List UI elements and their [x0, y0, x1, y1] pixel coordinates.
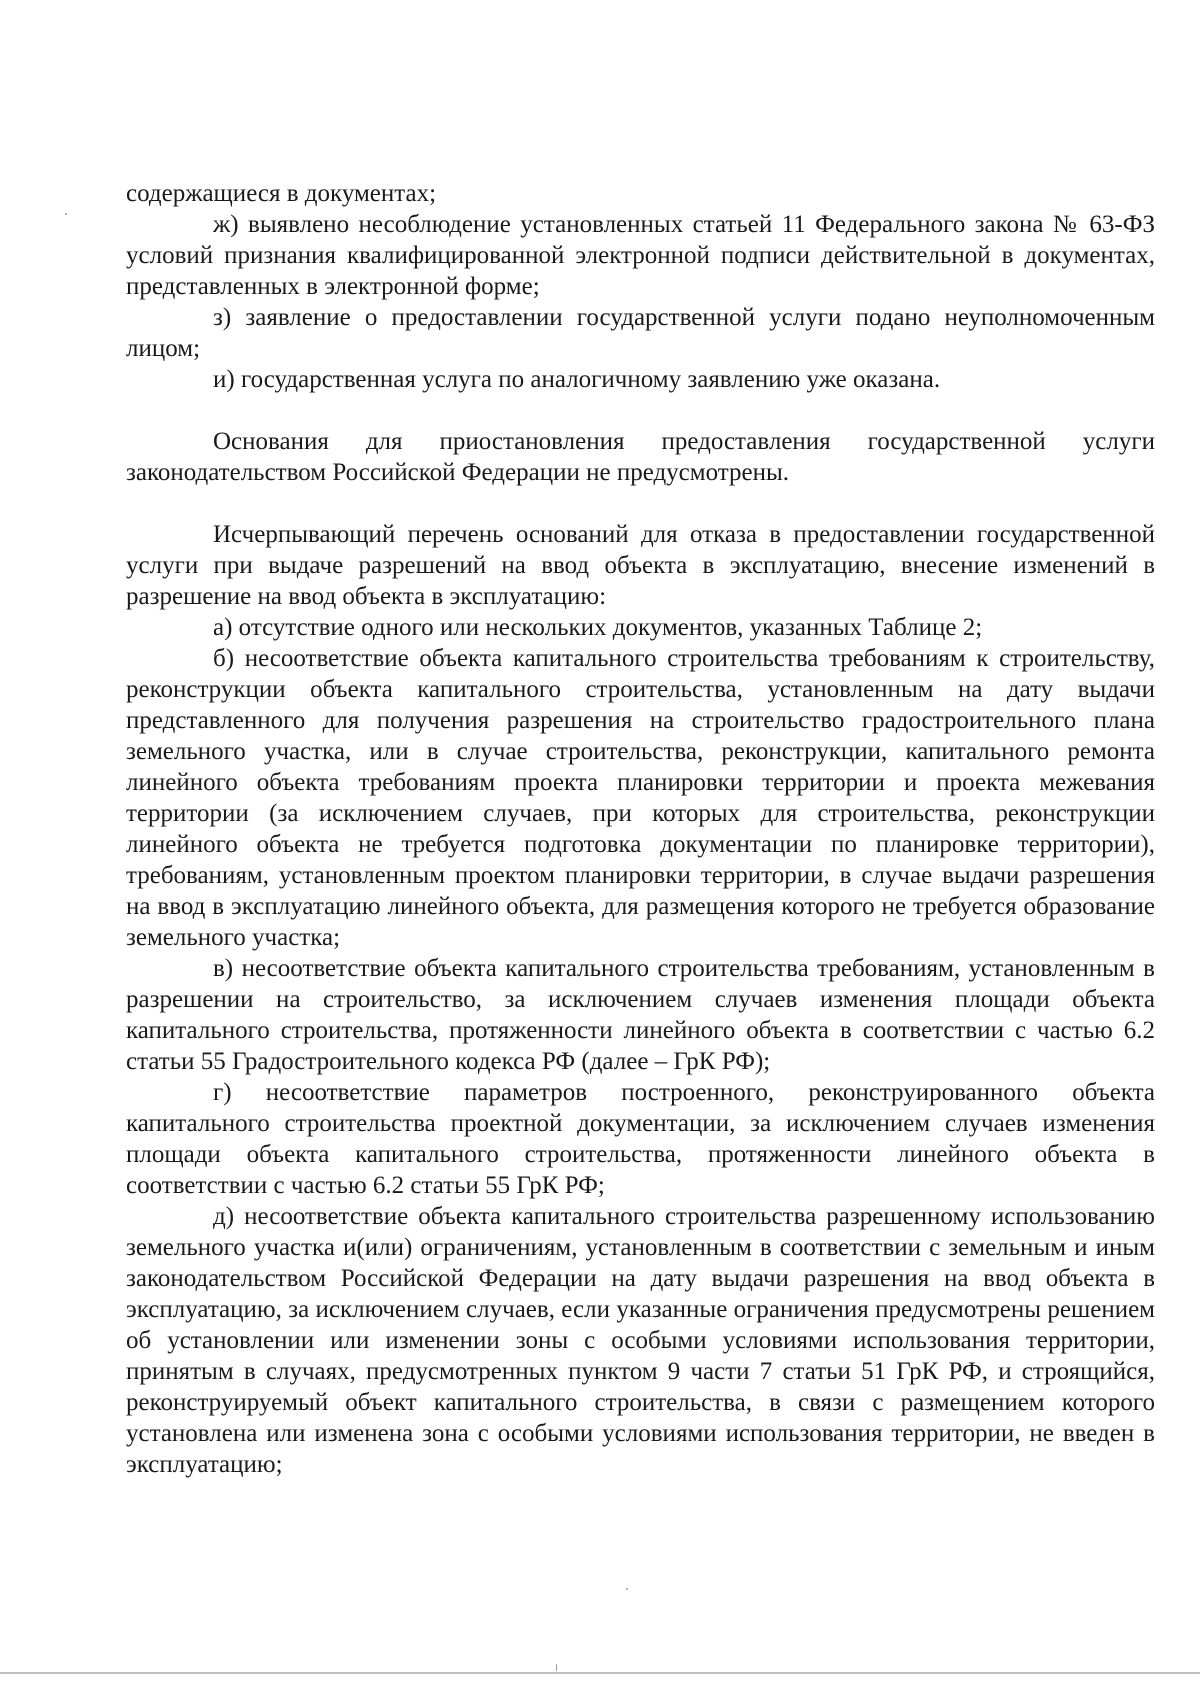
- scan-speck: [626, 1588, 628, 1590]
- scan-speck: [556, 1664, 557, 1671]
- paragraph-item-zh: ж) выявлено несоблюдение установленных статьей 11 Федерального закона № 63-ФЗ условий признания квалифицированной электронной подписи действительной в документах, представленных в электронной форме;: [126, 211, 1155, 300]
- scan-speck: [65, 213, 67, 215]
- scan-edge-line: [0, 1672, 1200, 1674]
- paragraph-item-v: в) несоответствие объекта капитального строительства требованиям, установленным в разрешении на строительство, за исключением случаев изменения площади объекта капитального строительства, протяженности линейного объекта в соответствии с частью 6.2 статьи 55 Градостроительного кодекса РФ (далее – ГрК РФ);: [126, 955, 1155, 1075]
- paragraph-item-b: б) несоответствие объекта капитального строительства требованиям к строительству, реконструкции объекта капитального строительства, установленным на дату выдачи представленного для получения разрешения на строительство градостроительного плана земельного участка, или в случае строительства, реконструкции, капитального ремонта линейного объекта требованиям проекта планировки территории и проекта межевания территории (за исключением случаев, при которых для строительства, реконструкции линейного объекта не требуется подготовка документации по планировке территории), требованиям, установленным проектом планировки территории, в случае выдачи разрешения на ввод в эксплуатацию линейного объекта, для размещения которого не требуется образование земельного участка;: [126, 645, 1155, 951]
- paragraph-item-a: а) отсутствие одного или нескольких документов, указанных Таблице 2;: [213, 614, 983, 641]
- paragraph-item-i: и) государственная услуга по аналогичному заявлению уже оказана.: [213, 366, 941, 393]
- paragraph-item-g: г) несоответствие параметров построенного, реконструированного объекта капитального строительства проектной документации, за исключением случаев изменения площади объекта капитального строительства, протяженности линейного объекта в соответствии с частью 6.2 статьи 55 ГрК РФ;: [126, 1079, 1155, 1199]
- document-body: [126, 178, 1155, 1480]
- paragraph-item-d: д) несоответствие объекта капитального строительства разрешенному использованию земельного участка и(или) ограничениям, установленным в соответствии с земельным и иным законодательством Российской Федерации на дату выдачи разрешения на ввод объекта в эксплуатацию, за исключением случаев, если указанные ограничения предусмотрены решением об установлении или изменении зоны с особыми условиями использования территории, принятым в случаях, предусмотренных пунктом 9 части 7 статьи 51 ГрК РФ, и строящийся, реконструируемый объект капитального строительства, в связи с размещением которого установлена или изменена зона с особыми условиями использования территории, не введен в эксплуатацию;: [126, 1203, 1155, 1478]
- paragraph-suspension-grounds: Основания для приостановления предоставления государственной услуги законодательством Российской Федерации не предусмотрены.: [126, 428, 1155, 486]
- paragraph-refusal-grounds-intro: Исчерпывающий перечень оснований для отказа в предоставлении государственной услуги при выдаче разрешений на ввод объекта в эксплуатацию, внесение изменений в разрешение на ввод объекта в эксплуатацию:: [126, 521, 1155, 610]
- paragraph-item-z: з) заявление о предоставлении государственной услуги подано неуполномоченным лицом;: [126, 304, 1155, 362]
- paragraph-continuation: содержащиеся в документах;: [126, 180, 437, 207]
